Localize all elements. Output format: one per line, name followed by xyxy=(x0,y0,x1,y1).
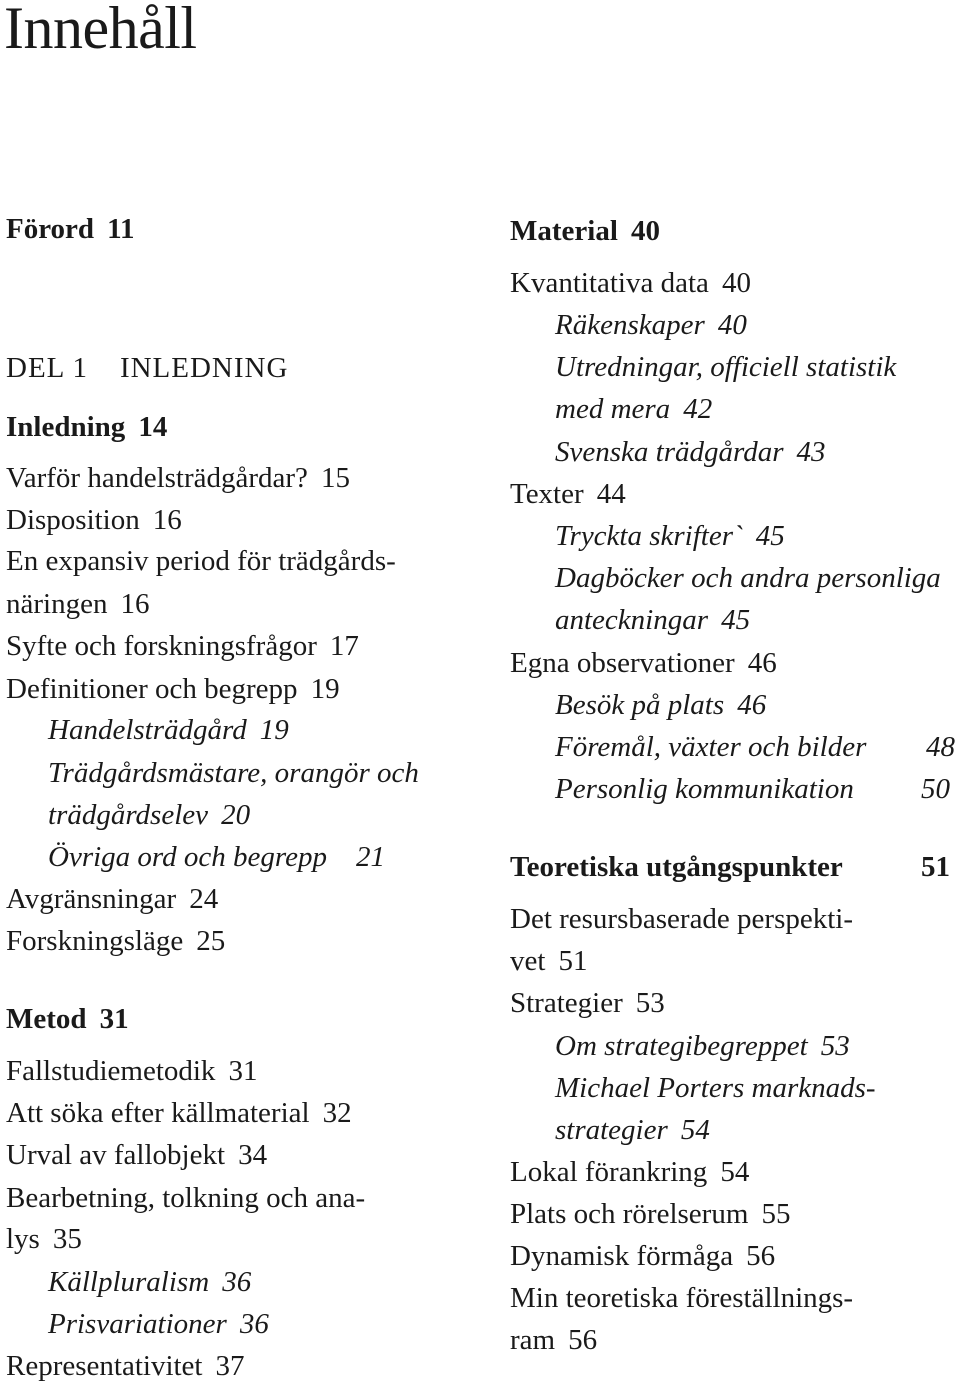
toc-subentry[interactable]: Räkenskaper 40 xyxy=(555,309,747,341)
toc-entry[interactable]: En expansiv period för trädgårds- xyxy=(6,545,396,577)
page-number: 15 xyxy=(320,462,350,494)
page-number: 25 xyxy=(196,925,226,957)
page-number: 45 xyxy=(755,520,785,552)
page-number: 40 xyxy=(717,309,747,341)
page-number: 31 xyxy=(228,1055,258,1087)
toc-entry[interactable]: Egna observationer 46 xyxy=(510,647,777,679)
page-number: 56 xyxy=(746,1240,776,1272)
toc-entry[interactable]: Kvantitativa data 40 xyxy=(510,267,751,299)
page-number: 17 xyxy=(329,630,359,662)
page-number: 42 xyxy=(683,393,713,425)
page-number: 46 xyxy=(747,647,777,679)
toc-chapter-forord[interactable]: Förord 11 xyxy=(6,213,135,245)
toc-entry[interactable]: Avgränsningar 24 xyxy=(6,883,219,915)
page-number: 43 xyxy=(796,436,826,468)
page-title: Innehåll xyxy=(4,0,197,61)
page-number: 55 xyxy=(761,1198,791,1230)
page-number: 36 xyxy=(239,1308,269,1340)
page-number: 48 xyxy=(926,731,955,763)
toc-subentry[interactable]: anteckningar 45 xyxy=(555,604,751,636)
toc-entry[interactable]: Bearbetning, tolkning och ana- xyxy=(6,1182,366,1214)
page-number: 24 xyxy=(189,883,219,915)
page-number: 54 xyxy=(680,1114,710,1146)
toc-entry[interactable]: vet 51 xyxy=(510,945,588,977)
toc-entry[interactable]: Det resursbaserade perspekti- xyxy=(510,903,854,935)
toc-entry[interactable]: Att söka efter källmaterial 32 xyxy=(6,1097,352,1129)
toc-entry[interactable]: Plats och rörelserum 55 xyxy=(510,1198,791,1230)
page-number: 46 xyxy=(737,689,767,721)
toc-subentry[interactable]: Föremål, växter och bilder 48 xyxy=(555,731,955,763)
toc-subentry[interactable]: Övriga ord och begrepp 21 xyxy=(48,841,385,873)
page-number: 36 xyxy=(222,1266,252,1298)
toc-entry[interactable]: Min teoretiska föreställnings- xyxy=(510,1282,854,1314)
page-number: 32 xyxy=(322,1097,352,1129)
toc-entry[interactable]: Lokal förankring 54 xyxy=(510,1156,750,1188)
page-number: 35 xyxy=(52,1223,82,1255)
toc-entry[interactable]: ram 56 xyxy=(510,1324,598,1356)
toc-subentry[interactable]: Dagböcker och andra personliga xyxy=(555,562,941,594)
page-number: 51 xyxy=(558,945,588,977)
toc-entry[interactable]: Disposition 16 xyxy=(6,504,182,536)
toc-subentry[interactable]: Personlig kommunikation 50 xyxy=(555,773,950,805)
toc-entry[interactable]: Forskningsläge 25 xyxy=(6,925,226,957)
page-number: 31 xyxy=(99,1003,129,1035)
toc-subentry[interactable]: Trädgårdsmästare, orangör och xyxy=(48,757,419,789)
toc-entry[interactable]: Strategier 53 xyxy=(510,987,665,1019)
toc-subentry[interactable]: Om strategibegreppet 53 xyxy=(555,1030,850,1062)
toc-entry[interactable]: Definitioner och begrepp 19 xyxy=(6,673,340,705)
page-number: 56 xyxy=(568,1324,598,1356)
toc-subentry[interactable]: Tryckta skrifter` 45 xyxy=(555,520,785,552)
toc-entry[interactable]: Syfte och forskningsfrågor 17 xyxy=(6,630,359,662)
toc-entry[interactable]: Texter 44 xyxy=(510,478,626,510)
toc-part-heading: DEL 1 INLEDNING xyxy=(6,352,289,384)
toc-entry[interactable]: Urval av fallobjekt 34 xyxy=(6,1139,268,1171)
page-number: 54 xyxy=(720,1156,750,1188)
toc-chapter-inledning[interactable]: Inledning 14 xyxy=(6,411,168,443)
page-number: 34 xyxy=(238,1139,268,1171)
toc-subentry[interactable]: Svenska trädgårdar 43 xyxy=(555,436,826,468)
page-number: 45 xyxy=(721,604,751,636)
page-number: 20 xyxy=(221,799,251,831)
page-number: 14 xyxy=(138,411,168,443)
toc-entry[interactable]: Dynamisk förmåga 56 xyxy=(510,1240,776,1272)
toc-entry[interactable]: näringen 16 xyxy=(6,588,150,620)
page-number: 40 xyxy=(630,215,660,247)
page-number: 40 xyxy=(721,267,751,299)
toc-subentry[interactable]: Besök på plats 46 xyxy=(555,689,767,721)
toc-subentry[interactable]: trädgårdselev 20 xyxy=(48,799,251,831)
page-number: 53 xyxy=(820,1030,850,1062)
page-number: 19 xyxy=(310,673,340,705)
toc-chapter-metod[interactable]: Metod 31 xyxy=(6,1003,129,1035)
toc-chapter-teori[interactable]: Teoretiska utgångspunkter 51 xyxy=(510,851,950,883)
page-number: 44 xyxy=(596,478,626,510)
toc-entry[interactable]: Fallstudiemetodik 31 xyxy=(6,1055,258,1087)
page-number: 51 xyxy=(921,851,950,883)
page-number: 19 xyxy=(259,714,289,746)
page-number: 21 xyxy=(355,841,385,873)
toc-entry[interactable]: lys 35 xyxy=(6,1223,82,1255)
page-number: 11 xyxy=(107,213,135,245)
toc-subentry[interactable]: Prisvariationer 36 xyxy=(48,1308,269,1340)
toc-entry[interactable]: Varför handelsträdgårdar? 15 xyxy=(6,462,350,494)
toc-chapter-material[interactable]: Material 40 xyxy=(510,215,660,247)
toc-subentry[interactable]: Michael Porters marknads- xyxy=(555,1072,876,1104)
page-number: 16 xyxy=(152,504,182,536)
toc-subentry[interactable]: Handelsträdgård 19 xyxy=(48,714,289,746)
page-number: 16 xyxy=(120,588,150,620)
toc-entry[interactable]: Representativitet 37 xyxy=(6,1350,245,1382)
toc-subentry[interactable]: Utredningar, officiell statistik xyxy=(555,351,897,383)
toc-subentry[interactable]: med mera 42 xyxy=(555,393,713,425)
toc-subentry[interactable]: Källpluralism 36 xyxy=(48,1266,252,1298)
toc-subentry[interactable]: strategier 54 xyxy=(555,1114,710,1146)
page-number: 37 xyxy=(215,1350,245,1382)
page-number: 50 xyxy=(921,773,950,805)
page-number: 53 xyxy=(635,987,665,1019)
